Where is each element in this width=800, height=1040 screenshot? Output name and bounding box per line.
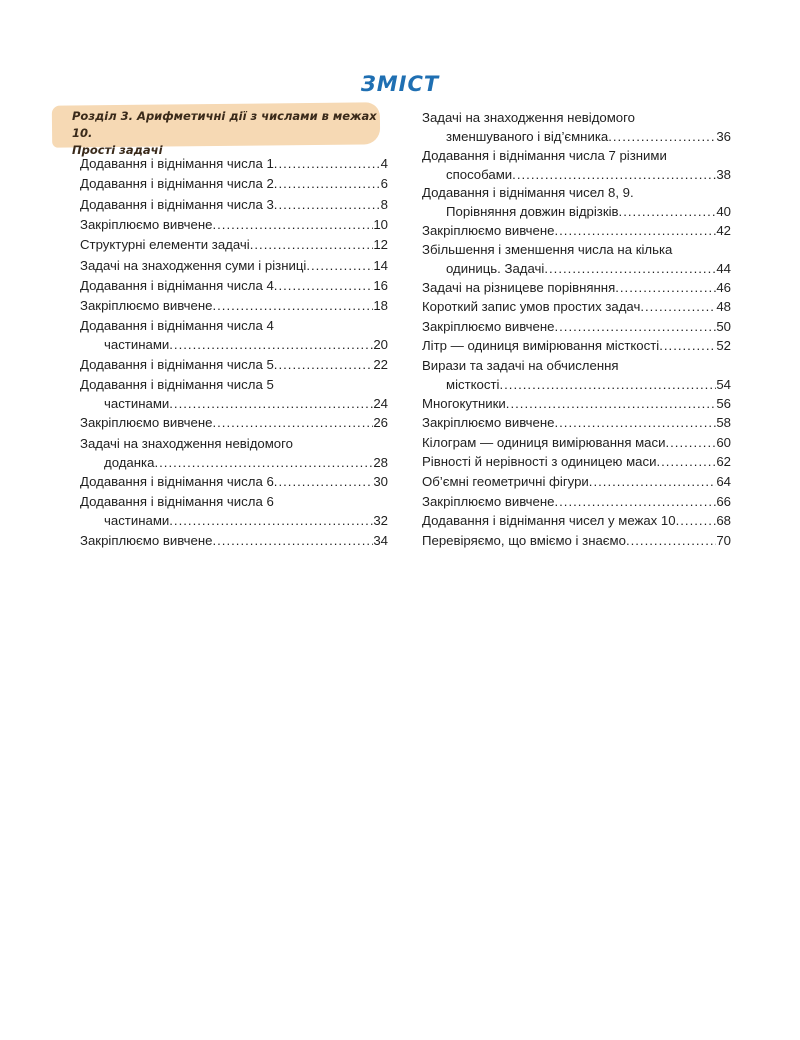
toc-entry-page: 32	[373, 513, 388, 529]
dot-leader	[659, 336, 716, 355]
toc-entry-title: Закріплюємо вивчене	[80, 532, 213, 548]
dot-leader	[512, 165, 716, 184]
toc-entry-title: Многокутники	[422, 395, 506, 411]
toc-entry-title: Закріплюємо вивчене	[80, 415, 213, 431]
toc-entry[interactable]	[80, 174, 388, 193]
toc-entry[interactable]	[422, 240, 731, 278]
toc-entry[interactable]	[422, 452, 731, 471]
toc-entry[interactable]	[80, 472, 388, 491]
toc-entry-page: 44	[716, 261, 731, 277]
toc-entry-title: Додавання і віднімання чисел у межах 10	[422, 513, 676, 529]
dot-leader	[212, 413, 373, 432]
toc-entry-page: 16	[373, 277, 388, 293]
toc-entry-title-cont: місткості	[446, 377, 500, 392]
dot-leader	[250, 235, 374, 254]
toc-entry-page: 62	[716, 454, 731, 470]
toc-entry[interactable]	[80, 413, 388, 432]
toc-entry-title: Закріплюємо вивчене	[422, 318, 555, 334]
toc-entry[interactable]	[422, 108, 731, 146]
toc-entry[interactable]	[80, 375, 388, 413]
toc-entry-page: 66	[716, 493, 731, 509]
toc-entry-title: Рівності й нерівності з одиницею маси	[422, 454, 657, 470]
dot-leader	[274, 276, 374, 295]
dot-leader	[274, 195, 381, 214]
toc-entry[interactable]	[422, 394, 731, 413]
dot-leader	[212, 531, 373, 550]
toc-entry-title: Додавання і віднімання числа 5	[80, 356, 274, 372]
dot-leader	[554, 492, 716, 511]
toc-entry-title-cont: одиниць. Задачі	[446, 261, 545, 277]
dot-leader	[656, 452, 716, 471]
dot-leader	[640, 297, 716, 316]
dot-leader	[169, 394, 373, 413]
dot-leader	[274, 154, 381, 173]
dot-leader	[169, 335, 373, 354]
dot-leader	[665, 433, 716, 452]
toc-entry-title-cont: частинами	[104, 513, 170, 529]
toc-entry-title: Додавання і віднімання числа 4	[80, 318, 274, 334]
toc-entry-title: Структурні елементи задачі	[80, 237, 250, 253]
toc-entry-title-cont: Порівняння довжин відрізків	[446, 204, 619, 219]
toc-entry-page: 48	[716, 299, 731, 315]
toc-entry-page: 40	[716, 204, 731, 219]
toc-entry-title: Перевіряємо, що вміємо і знаємо	[422, 532, 626, 548]
dot-leader	[626, 531, 716, 550]
dot-leader	[274, 472, 374, 491]
toc-entry-page: 18	[373, 298, 388, 314]
toc-entry-title: Об’ємні геометричні фігури	[422, 473, 589, 489]
dot-leader	[676, 511, 717, 530]
toc-entry-page: 26	[373, 415, 388, 431]
toc-entry-title-cont: зменшуваного і від’ємника	[446, 129, 609, 144]
dot-leader	[212, 215, 373, 234]
toc-entry-page: 6	[380, 176, 388, 192]
toc-entry-title: Задачі на різницеве порівняння	[422, 279, 616, 295]
toc-entry-page: 42	[716, 222, 731, 238]
toc-entry[interactable]	[422, 146, 731, 184]
toc-entry-page: 4	[380, 156, 388, 171]
toc-entry[interactable]	[422, 433, 731, 452]
toc-entry-title: Літр — одиниця вимірювання місткості	[422, 338, 660, 354]
dot-leader	[589, 472, 717, 491]
dot-leader	[615, 278, 716, 297]
toc-entry-page: 50	[716, 318, 731, 334]
toc-entry-page: 60	[716, 434, 731, 450]
toc-entry-page: 22	[373, 356, 388, 372]
toc-entry-title-cont: частинами	[104, 337, 170, 353]
toc-entry[interactable]	[80, 215, 388, 234]
toc-entry[interactable]	[80, 154, 388, 173]
toc-entry-title: Додавання і віднімання числа 2	[80, 176, 274, 192]
toc-entry-page: 20	[373, 337, 388, 353]
toc-entry-title: Задачі на знаходження невідомого	[80, 435, 293, 451]
dot-leader	[499, 375, 716, 394]
dot-leader	[554, 413, 716, 432]
toc-entry[interactable]	[80, 195, 388, 214]
toc-entry-title: Додавання і віднімання числа 1	[80, 156, 274, 171]
section-heading-line1: Розділ 3. Арифметичні дії з числами в межах 10.	[72, 109, 377, 140]
toc-entry[interactable]	[422, 356, 731, 394]
dot-leader	[274, 355, 374, 374]
toc-entry-page: 56	[716, 395, 731, 411]
dot-leader	[554, 221, 716, 240]
toc-entry-page: 54	[716, 377, 731, 392]
toc-entry-title-cont: частинами	[104, 396, 170, 411]
toc-entry-title: Додавання і віднімання числа 5	[80, 377, 274, 392]
toc-entry-page: 38	[716, 166, 731, 182]
toc-entry-title: Додавання і віднімання числа 6	[80, 473, 274, 489]
toc-entry-title: Закріплюємо вивчене	[80, 298, 213, 314]
toc-entry-title: Закріплюємо вивчене	[80, 216, 213, 232]
toc-entry[interactable]	[422, 221, 731, 240]
dot-leader	[544, 259, 716, 278]
dot-leader	[619, 202, 717, 221]
toc-entry-title: Збільшення і зменшення числа на кілька	[422, 242, 673, 258]
toc-entry-page: 30	[373, 473, 388, 489]
toc-entry[interactable]	[422, 472, 731, 491]
toc-entry[interactable]	[80, 276, 388, 295]
toc-entry-page: 68	[716, 513, 731, 529]
toc-entry-page: 14	[373, 257, 388, 273]
toc-entry[interactable]	[422, 531, 731, 550]
toc-entry-page: 34	[373, 532, 388, 548]
toc-entry[interactable]	[80, 316, 388, 354]
toc-entry-title-cont: способами	[446, 166, 513, 182]
toc-entry[interactable]	[80, 256, 388, 275]
toc-entry-page: 46	[716, 279, 731, 295]
toc-entry-title: Додавання і віднімання числа 4	[80, 277, 274, 293]
dot-leader	[154, 453, 373, 472]
toc-entry-title: Додавання і віднімання чисел 8, 9.	[422, 185, 634, 200]
toc-entry-title: Кілограм — одиниця вимірювання маси	[422, 434, 666, 450]
toc-entry-page: 28	[373, 454, 388, 470]
toc-entry[interactable]	[80, 296, 388, 315]
toc-entry[interactable]	[80, 531, 388, 550]
toc-entry-page: 70	[716, 532, 731, 548]
toc-entry-title: Вирази та задачі на обчислення	[422, 358, 619, 373]
toc-entry-page: 8	[380, 196, 388, 212]
toc-entry[interactable]	[422, 317, 731, 336]
toc-entry[interactable]	[422, 278, 731, 297]
toc-entry[interactable]	[80, 492, 388, 530]
toc-entry[interactable]	[80, 434, 388, 472]
toc-entry-page: 12	[373, 237, 388, 253]
toc-entry-page: 10	[373, 216, 388, 232]
toc-entry[interactable]	[80, 355, 388, 374]
toc-entry[interactable]	[422, 511, 731, 530]
toc-entry[interactable]	[80, 235, 388, 254]
dot-leader	[306, 256, 373, 275]
toc-entry-title-cont: доданка	[104, 454, 155, 470]
section-heading-line2: Прості задачі	[72, 143, 163, 157]
dot-leader	[212, 296, 373, 315]
toc-entry[interactable]	[422, 492, 731, 511]
dot-leader	[506, 394, 717, 413]
toc-entry[interactable]	[422, 297, 731, 316]
toc-entry-page: 58	[716, 415, 731, 431]
dot-leader	[169, 511, 373, 530]
dot-leader	[554, 317, 716, 336]
toc-entry-title: Закріплюємо вивчене	[422, 493, 555, 509]
dot-leader	[608, 127, 716, 146]
toc-entry-page: 52	[716, 338, 731, 354]
dot-leader	[274, 174, 381, 193]
toc-entry[interactable]	[422, 183, 731, 221]
section-heading	[72, 108, 382, 159]
toc-entry-title: Задачі на знаходження суми і різниці	[80, 257, 307, 273]
toc-entry-title: Закріплюємо вивчене	[422, 222, 555, 238]
toc-entry-title: Додавання і віднімання числа 3	[80, 196, 274, 212]
toc-entry-title: Додавання і віднімання числа 7 різними	[422, 147, 667, 163]
toc-entry-page: 64	[716, 473, 731, 489]
toc-entry[interactable]	[422, 336, 731, 355]
page-title: ЗМІСТ	[360, 72, 440, 96]
toc-entry-title: Короткий запис умов простих задач	[422, 299, 641, 315]
toc-entry[interactable]	[422, 413, 731, 432]
toc-entry-title: Закріплюємо вивчене	[422, 415, 555, 431]
toc-entry-title: Задачі на знаходження невідомого	[422, 110, 635, 125]
toc-entry-page: 24	[373, 396, 388, 411]
toc-entry-title: Додавання і віднімання числа 6	[80, 494, 274, 510]
toc-entry-page: 36	[716, 129, 731, 144]
